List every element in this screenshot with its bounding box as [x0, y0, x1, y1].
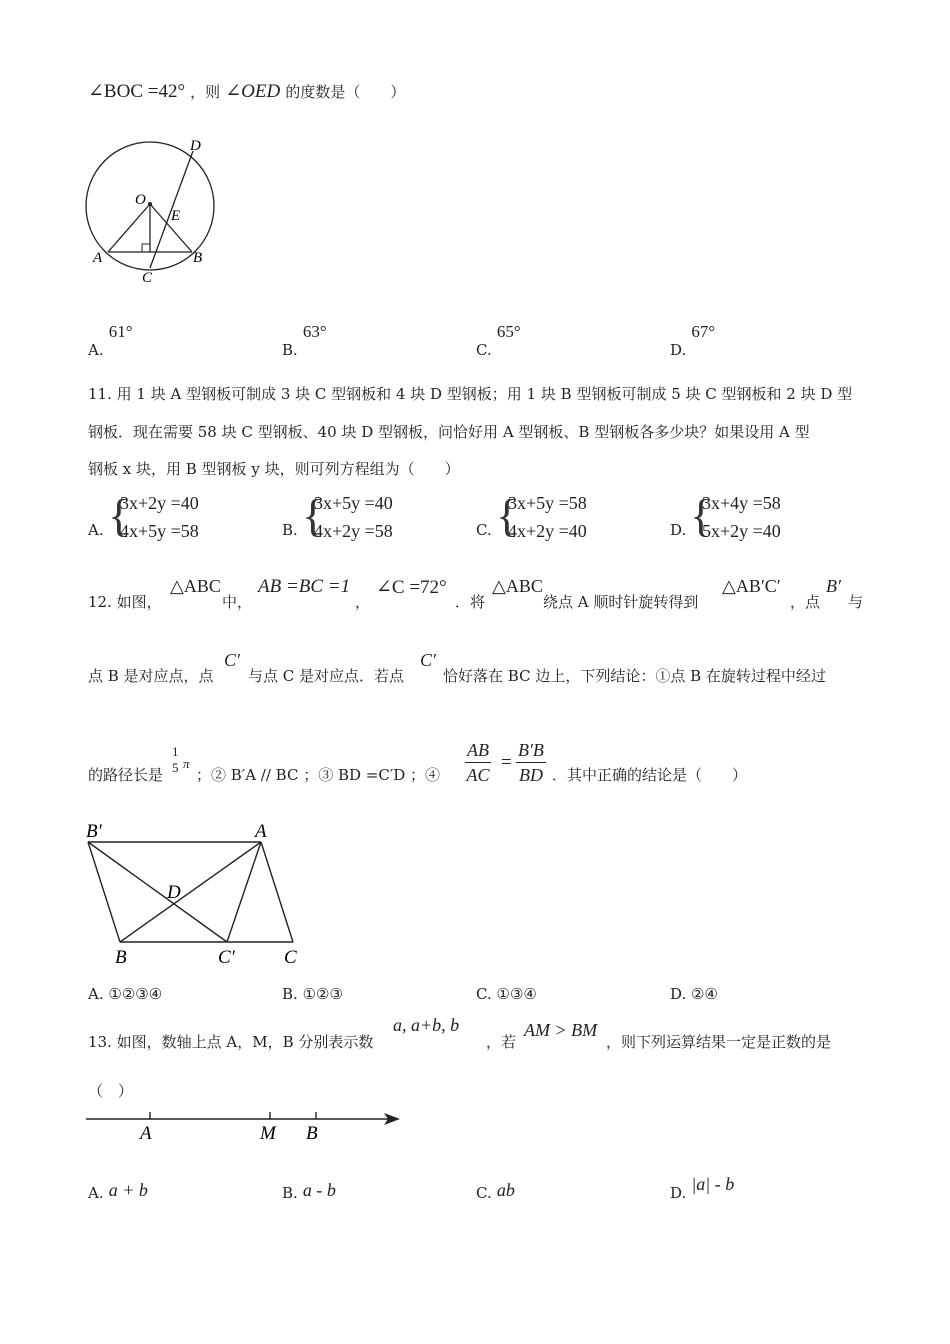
option-letter: C.: [476, 521, 492, 539]
fraction-numerator: 1: [172, 744, 179, 759]
q13-option-a[interactable]: [88, 1180, 148, 1201]
segment-a-b: [120, 842, 261, 942]
segment-bp-cp: [88, 842, 227, 942]
option-value: 67°: [691, 322, 716, 341]
q12-option-c[interactable]: [476, 984, 537, 1004]
option-letter: B.: [282, 341, 298, 359]
q10-circle-figure: [80, 134, 230, 289]
q12-triangle-abc-2: △ABC: [492, 576, 543, 596]
q12-line3-end: ．其中正确的结论是（ ）: [552, 766, 748, 784]
q12-fraction-bb-bd: [516, 738, 546, 787]
q13-paren: （ ）: [88, 1082, 134, 1100]
q10-then: ，则: [190, 83, 221, 101]
option-letter: A.: [88, 521, 104, 539]
equation-2: 4x+2y =58: [314, 521, 393, 541]
q12-equals: =: [501, 752, 512, 773]
option-value: ①②③④: [108, 985, 163, 1003]
fraction-denominator: BD: [518, 765, 543, 785]
q12-c-prime-2: C′: [420, 650, 436, 670]
option-letter: B.: [282, 985, 298, 1003]
option-letter: D.: [670, 341, 687, 359]
label-b-prime: B′: [86, 821, 102, 842]
segment-a-cp: [227, 842, 261, 942]
q10-option-c[interactable]: [476, 322, 521, 359]
equation-2: 4x+2y =40: [508, 521, 587, 541]
system-brace: {: [302, 490, 325, 541]
fraction-numerator: B′B: [516, 738, 546, 763]
q12-c-prime: C′: [224, 650, 240, 670]
option-value: |a| - b: [691, 1174, 735, 1194]
fraction-denominator: AC: [466, 765, 490, 785]
q12-triangle-prime: △AB′C′: [722, 576, 781, 596]
q12-yu: 与: [848, 593, 864, 611]
system-brace: {: [690, 490, 713, 541]
fraction-denominator: 5: [172, 760, 179, 775]
q12-jiang: ．将: [455, 593, 486, 611]
option-letter: C.: [476, 1184, 492, 1202]
q13-number-line: [84, 1104, 406, 1148]
q13-numbers: a, a+b, b: [393, 1015, 460, 1035]
option-value: a + b: [108, 1180, 148, 1200]
label-b: B: [193, 250, 203, 266]
q12-triangle-abc: △ABC: [170, 576, 221, 596]
q12-option-a[interactable]: [88, 984, 162, 1004]
q12-conclusions: ；② B′A // BC ；③ BD =C′D ；④: [196, 766, 441, 784]
option-letter: B.: [282, 521, 298, 539]
option-value: 63°: [302, 322, 327, 341]
segment-oa: [108, 204, 150, 252]
q11-line-1: 11. 用 1 块 A 型钢板可制成 3 块 C 型钢板和 4 块 D 型钢板；用 1 块 B 型钢板可制成 5 块 C 型钢板和 2 块 D 型: [88, 385, 853, 403]
q13-option-c[interactable]: [476, 1180, 515, 1201]
q10-option-b[interactable]: [282, 322, 327, 359]
option-value: ①②③: [302, 985, 343, 1003]
label-o: O: [135, 192, 146, 208]
q12-rotation-figure: [80, 818, 310, 970]
q12-fraction-one-fifth: [170, 744, 181, 776]
q12-line2-a: 点 B 是对应点，点: [88, 667, 214, 685]
q12-line2-b: 与点 C 是对应点．若点: [248, 667, 405, 685]
option-value: ①③④: [496, 985, 537, 1003]
option-value: ②④: [691, 985, 718, 1003]
center-dot: [148, 202, 152, 206]
q13-option-b[interactable]: [282, 1180, 336, 1201]
q13-question: ，则下列运算结果一定是正数的是: [606, 1033, 832, 1051]
option-value: a - b: [302, 1180, 336, 1200]
right-angle-mark: [142, 244, 150, 252]
q12-rotate: 绕点 A 顺时针旋转得到: [543, 593, 699, 611]
q13-option-d[interactable]: [670, 1174, 735, 1202]
equation-1: 3x+5y =40: [314, 493, 393, 513]
q10-option-a[interactable]: [88, 322, 133, 359]
label-c: C: [284, 947, 297, 968]
equation-2: 4x+5y =58: [120, 521, 199, 541]
option-letter: B.: [282, 1184, 298, 1202]
q12-comma: ，: [355, 593, 371, 611]
q10-angle-boc: ∠BOC =42°: [88, 81, 186, 102]
q12-angle-c: ∠C =72°: [376, 577, 447, 598]
label-c-prime: C′: [218, 947, 235, 968]
option-letter: D.: [670, 521, 687, 539]
option-letter: D.: [670, 1184, 687, 1202]
q12-line2-c: 恰好落在 BC 边上，下列结论：①点 B 在旋转过程中经过: [443, 667, 826, 685]
option-letter: A.: [88, 985, 104, 1003]
equation-1: 3x+2y =40: [120, 493, 199, 513]
option-letter: A.: [88, 1184, 104, 1202]
segment-a-c: [261, 842, 293, 942]
equation-1: 3x+5y =58: [508, 493, 587, 513]
q10-tail: 的度数是（ ）: [285, 83, 406, 101]
q13-condition: AM > BM: [524, 1020, 598, 1040]
q12-option-d[interactable]: [670, 984, 718, 1004]
option-value: 61°: [108, 322, 133, 341]
option-letter: C.: [476, 985, 492, 1003]
q12-ab-bc: AB =BC =1: [258, 576, 351, 597]
q11-line-2: 钢板．现在需要 58 块 C 型钢板、40 块 D 型钢板，问恰好用 A 型钢板、B 型钢板各多少块？如果设用 A 型: [88, 423, 810, 441]
equation-2: 5x+2y =40: [702, 521, 781, 541]
label-b: B: [115, 947, 127, 968]
q12-fraction-ab-ac: [465, 738, 491, 787]
q11-line-3: 钢板 x 块，用 B 型钢板 y 块，则可列方程组为（ ）: [88, 460, 460, 478]
q12-b-prime: B′: [826, 576, 841, 596]
label-a: A: [255, 821, 267, 842]
label-e: E: [171, 208, 181, 224]
option-letter: C.: [476, 341, 492, 359]
q13-ruo: ，若: [486, 1033, 517, 1051]
label-b: B: [306, 1123, 318, 1144]
q12-intro: 12. 如图，: [88, 593, 162, 611]
label-a: A: [140, 1123, 152, 1144]
option-letter: A.: [88, 341, 104, 359]
label-m: M: [260, 1123, 276, 1144]
system-brace: {: [108, 490, 131, 541]
q12-line3-a: 的路径长是: [88, 766, 164, 784]
q12-zhong: 中，: [222, 593, 253, 611]
q13-intro: 13. 如图，数轴上点 A，M，B 分别表示数: [88, 1033, 374, 1051]
option-value: 65°: [496, 322, 521, 341]
q12-option-b[interactable]: [282, 984, 343, 1004]
label-d: D: [190, 138, 201, 154]
q10-angle-oed: ∠OED: [225, 81, 281, 102]
segment-bp-b: [88, 842, 120, 942]
q10-condition-line: [88, 80, 405, 103]
label-a: A: [93, 250, 103, 266]
system-brace: {: [496, 490, 519, 541]
q10-option-d[interactable]: [670, 322, 716, 359]
equation-1: 3x+4y =58: [702, 493, 781, 513]
fraction-numerator: AB: [465, 738, 491, 763]
q12-dian: ，点: [790, 593, 821, 611]
option-value: ab: [496, 1180, 515, 1200]
option-letter: D.: [670, 985, 687, 1003]
label-c: C: [142, 270, 153, 286]
q12-pi: π: [183, 756, 190, 771]
label-d: D: [167, 882, 181, 903]
